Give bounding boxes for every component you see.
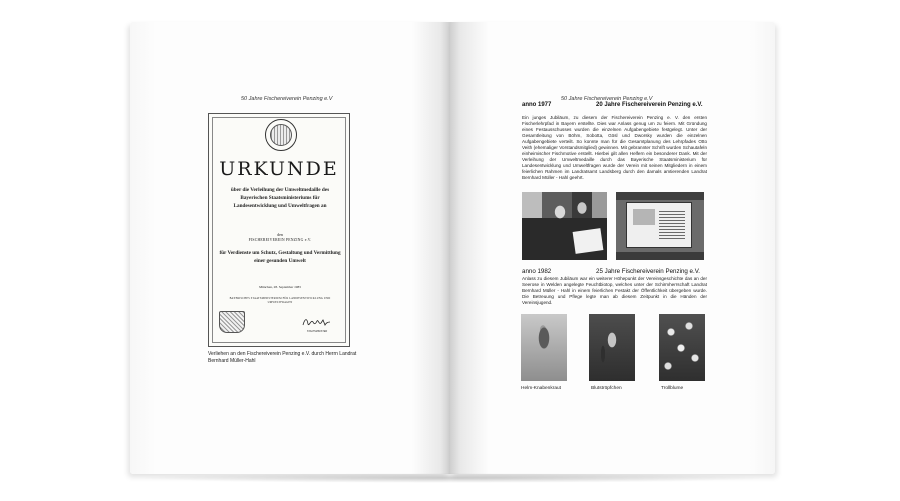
signature-caption: STAATSMINISTER	[306, 330, 328, 333]
section2-text: Anlass zu diesem Jubiläum war ein weiterer Höhepunkt der Vereinsgeschichte das an der Seerose in Welden angelegte Feuchtbiotop, welches unter der Schirmherrschaft Landrat Bernhard Müller - Hahl in einem feierlichen Festakt der Öffentlichkeit übergeben wurde. Die Betreuung und Pflege legte man ab diesem Zeitpunkt in die Händen der Vereinsjugend.	[522, 276, 707, 306]
section1-heading: 20 Jahre Fischereiverein Penzing e.V.	[596, 102, 703, 108]
right-page	[450, 22, 775, 474]
certificate-date: München, 28. September 1983	[259, 285, 301, 289]
flower-caption-1: Helm-Knabenkraut	[521, 386, 561, 391]
seal-icon	[265, 119, 297, 151]
flower-caption-3: Trollblume	[661, 386, 684, 391]
section2-heading: 25 Jahre Fischereiverein Penzing e.V.	[596, 268, 700, 275]
section2-year: anno 1982	[522, 268, 552, 275]
certificate-caption: Verliehen an den Fischereiverein Penzing e.V. durch Herrn Landrat Bernhard Müller-Hahl	[208, 351, 357, 364]
certificate-der: den	[277, 232, 283, 237]
running-head-right: 50 Jahre Fischereiverein Penzing e.V	[561, 96, 653, 102]
book-shadow	[135, 473, 770, 483]
certificate-image	[208, 113, 350, 347]
certificate-reason: über die Verleihung der Umweltmedaille des Bayerischen Staatsministeriums für Landesentwicklung und Umweltfragen an	[230, 187, 330, 210]
section1-text: Ein junges Jubiläum, zu diesem der Fischereiverein Penzing e. V. den ersten Fischerlehrpfad in Bayern erstellte. Dies war Anlass genug um zu feiern. Mit Gründung eines Festausschusses wurden die einzelnen Aufgabengebiete festgelegt. Unter der Gesamtleitung von Böhm, Sobotta, Gösl und Dworsky wurden die einzelnen Aufgabengebiete verteilt. So konnte man für die Gesamtplanung des Lehrpfades Otto Veith (ehemaliger Vorstandsmitglied) gewinnen. Mit gebrannter Schrift wurden Schautafeln einheimischer Fischmotive erstellt. Hierbei gilt allen Helfern ein besonderer Dank. Mit der Verleihung der Umweltmedaille durch das Bayerische Staatsministerium für Landesentwicklung und Umweltfragen wurde der Verein mit seinen Mitgliedern in einem feierlichen Rahmen im Landratsamt Landsberg durch den damals amtierenden Landrat Bernhard Müller - Hahl geehrt.	[522, 115, 707, 181]
info-board-photo	[616, 192, 704, 260]
burnet-moth-photo	[589, 314, 635, 381]
certificate-organization: FISCHEREIVEREIN PENZING e.V.	[248, 238, 312, 242]
certificate-ministry: BAYERISCHES STAATSMINISTERIUM FÜR LANDESENTWICKLUNG UND UMWELTFRAGEN	[229, 297, 331, 304]
globeflower-photo	[659, 314, 705, 381]
running-head-left: 50 Jahre Fischereiverein Penzing e.V	[241, 96, 333, 102]
flower-caption-2: Blutströpfchen	[591, 386, 622, 391]
coat-of-arms-icon	[219, 311, 245, 333]
certificate-title: URKUNDE	[219, 158, 339, 180]
signature-icon	[301, 316, 331, 328]
orchid-photo	[521, 314, 567, 381]
award-ceremony-photo	[522, 192, 607, 260]
section1-year: anno 1977	[522, 102, 552, 108]
certificate-merit: für Verdienste um Schutz, Gestaltung und Vermittlung einer gesunden Umwelt	[219, 250, 341, 265]
